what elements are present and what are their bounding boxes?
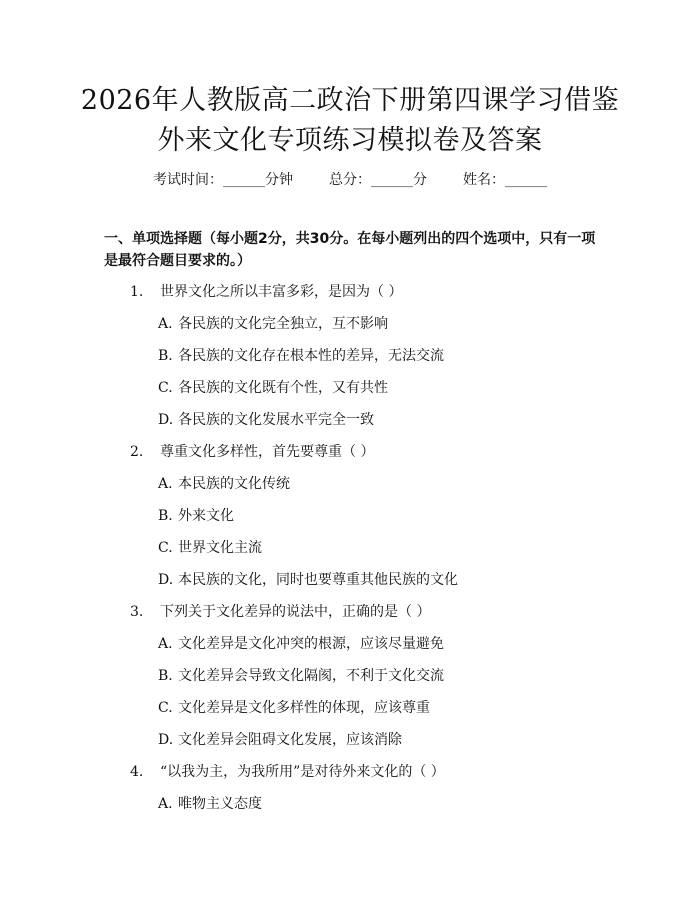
question-4-option-a bbox=[158, 794, 262, 814]
question-1 bbox=[130, 282, 402, 302]
question-1-option-c bbox=[158, 378, 388, 398]
question-number: 3. bbox=[130, 604, 144, 620]
question-1-option-a bbox=[158, 314, 388, 334]
exam-time-field: 考试时间：______分钟 bbox=[153, 172, 293, 188]
question-4 bbox=[130, 762, 445, 782]
question-stem: 世界文化之所以丰富多彩，是因为（ ） bbox=[160, 284, 403, 300]
exam-meta bbox=[0, 170, 700, 190]
page-title-line1: 2026年人教版高二政治下册第四课学习借鉴 bbox=[80, 85, 620, 116]
option-label: B. bbox=[158, 508, 173, 524]
section-heading: 一、单项选择题（每小题2分，共30分。在每小题列出的四个选项中，只有一项是最符合题目要求的。） bbox=[104, 231, 596, 269]
question-stem: “以我为主，为我所用”是对待外来文化的（ ） bbox=[160, 764, 445, 780]
option-text: 本民族的文化传统 bbox=[178, 476, 290, 492]
page-title-line2: 外来文化专项练习模拟卷及答案 bbox=[157, 125, 543, 156]
option-label: B. bbox=[158, 668, 173, 684]
option-text: 世界文化主流 bbox=[178, 540, 262, 556]
question-3-option-d bbox=[158, 730, 402, 750]
option-text: 文化差异是文化多样性的体现，应该尊重 bbox=[178, 700, 430, 716]
option-text: 各民族的文化存在根本性的差异，无法交流 bbox=[178, 348, 444, 364]
option-text: 各民族的文化完全独立，互不影响 bbox=[178, 316, 388, 332]
option-label: A. bbox=[158, 476, 173, 492]
question-1-option-b bbox=[158, 346, 444, 366]
option-text: 各民族的文化发展水平完全一致 bbox=[178, 412, 374, 428]
option-text: 文化差异会阻碍文化发展，应该消除 bbox=[178, 732, 402, 748]
option-label: C. bbox=[158, 380, 173, 396]
option-label: B. bbox=[158, 348, 173, 364]
option-text: 本民族的文化，同时也要尊重其他民族的文化 bbox=[178, 572, 458, 588]
option-text: 各民族的文化既有个性，又有共性 bbox=[178, 380, 388, 396]
option-text: 外来文化 bbox=[178, 508, 234, 524]
option-label: A. bbox=[158, 316, 173, 332]
question-3 bbox=[130, 602, 430, 622]
option-label: A. bbox=[158, 796, 173, 812]
question-number: 2. bbox=[130, 444, 144, 460]
option-label: D. bbox=[158, 412, 174, 428]
question-2 bbox=[130, 442, 374, 462]
question-2-option-d bbox=[158, 570, 458, 590]
option-label: D. bbox=[158, 732, 174, 748]
question-number: 4. bbox=[130, 764, 144, 780]
exam-name-field: 姓名：______ bbox=[463, 172, 547, 188]
option-label: C. bbox=[158, 540, 173, 556]
question-1-option-d bbox=[158, 410, 374, 430]
option-label: D. bbox=[158, 572, 174, 588]
option-text: 唯物主义态度 bbox=[178, 796, 262, 812]
question-2-option-c bbox=[158, 538, 262, 558]
option-label: A. bbox=[158, 636, 173, 652]
question-stem: 尊重文化多样性，首先要尊重（ ） bbox=[160, 444, 375, 460]
question-number: 1. bbox=[130, 284, 144, 300]
question-2-option-b bbox=[158, 506, 234, 526]
question-2-option-a bbox=[158, 474, 290, 494]
exam-score-field: 总分：______分 bbox=[329, 172, 427, 188]
option-text: 文化差异会导致文化隔阂，不利于文化交流 bbox=[178, 668, 444, 684]
option-text: 文化差异是文化冲突的根源，应该尽量避免 bbox=[178, 636, 444, 652]
question-3-option-a bbox=[158, 634, 444, 654]
question-3-option-b bbox=[158, 666, 444, 686]
option-label: C. bbox=[158, 700, 173, 716]
question-stem: 下列关于文化差异的说法中，正确的是（ ） bbox=[160, 604, 431, 620]
question-3-option-c bbox=[158, 698, 430, 718]
